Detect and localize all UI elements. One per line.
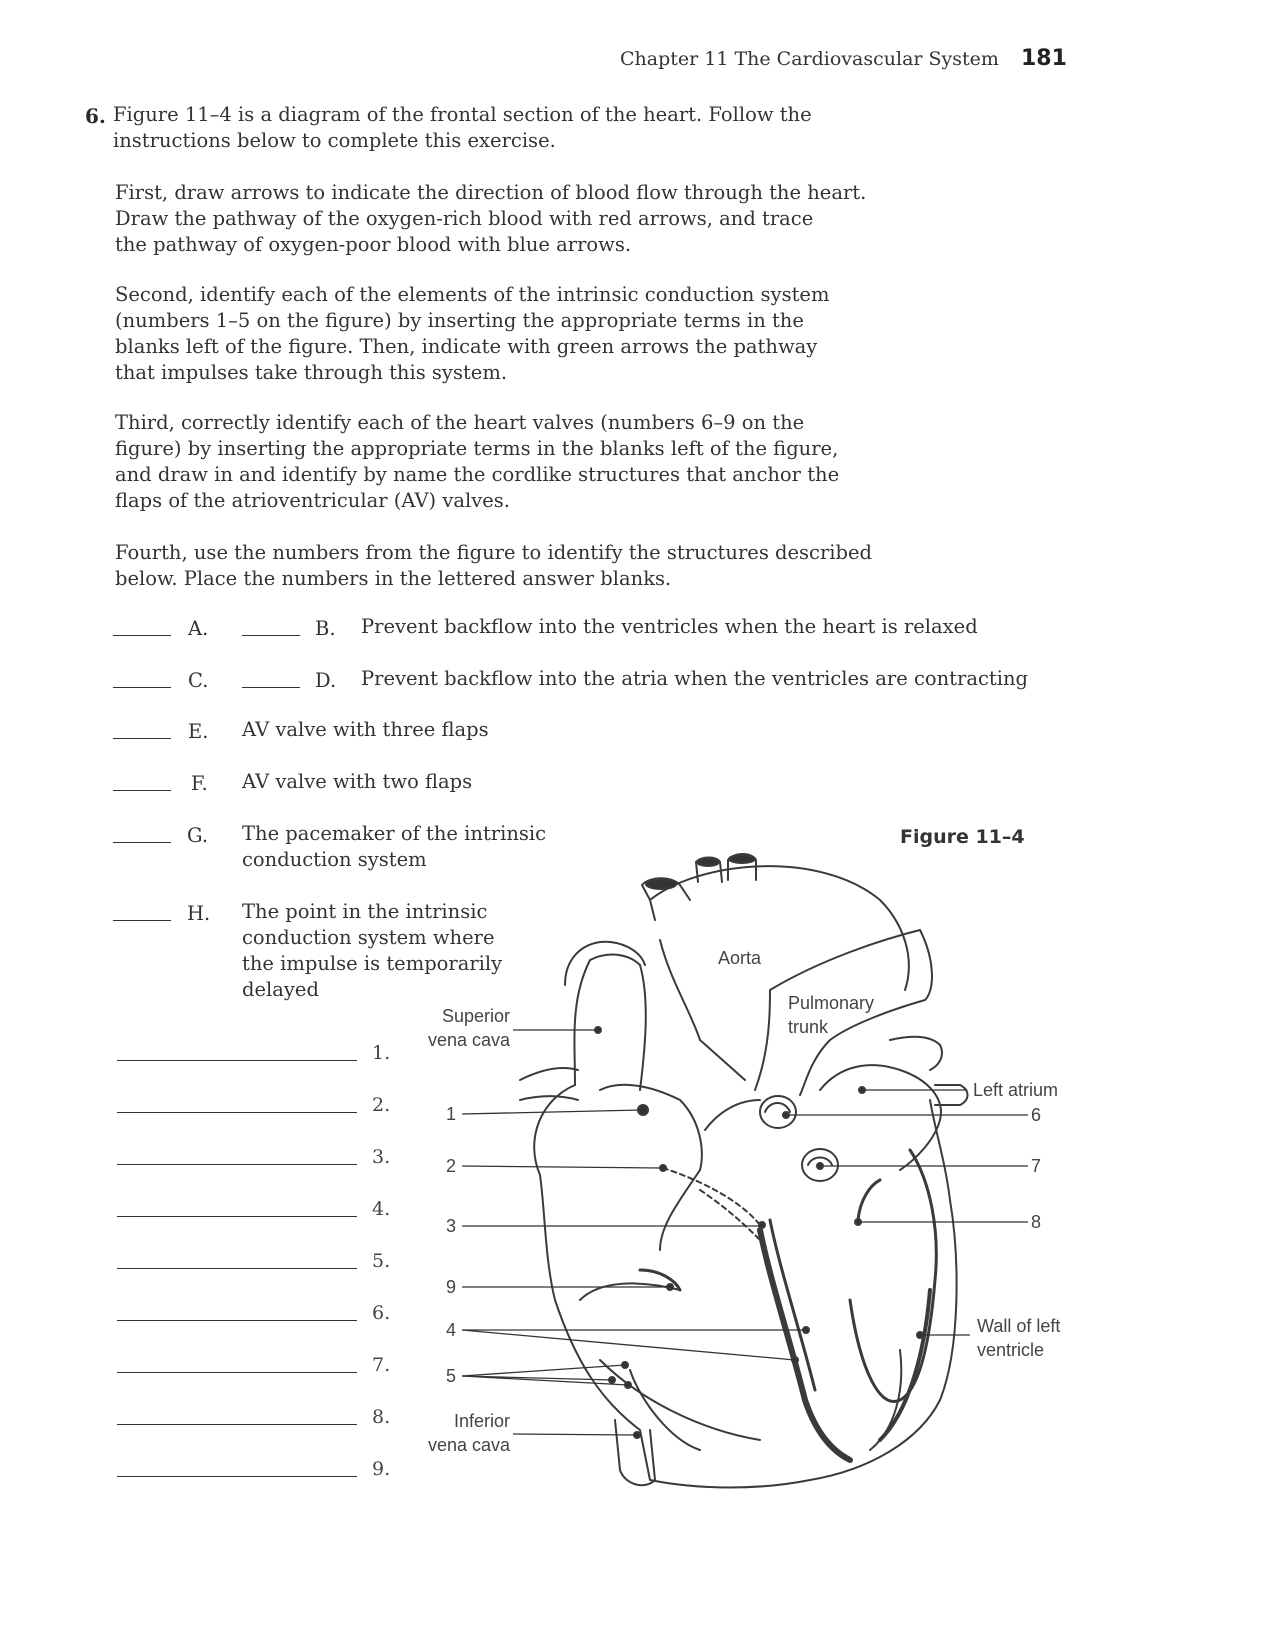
answer-letter: D. — [315, 669, 337, 692]
answer-letter: A. — [188, 617, 209, 640]
figure-number-4: 4 — [446, 1320, 457, 1340]
figure-number-8: 8 — [1031, 1212, 1042, 1232]
blank-number: 3. — [372, 1146, 391, 1168]
heart-outline — [534, 1085, 956, 1488]
figure-number-7: 7 — [1031, 1156, 1042, 1176]
aortic-valve-cusp — [765, 1103, 790, 1112]
text-line: (numbers 1–5 on the figure) by inserting the appropriate terms in the — [115, 309, 804, 332]
text-line: instructions below to complete this exercise. — [113, 129, 556, 152]
text-line: First, draw arrows to indicate the direction of blood flow through the heart. — [115, 181, 867, 204]
answer-letter: G. — [187, 824, 209, 847]
text-line: below. Place the numbers in the lettered answer blanks. — [115, 567, 672, 590]
answer-description: AV valve with three flaps — [242, 718, 489, 741]
purkinje-fibers-right — [630, 1370, 700, 1450]
figure-number-3: 3 — [446, 1216, 457, 1236]
text-line: that impulses take through this system. — [115, 361, 508, 384]
aorta-branch-2-opening — [697, 858, 719, 866]
av-node — [660, 1165, 666, 1171]
blank-number: 2. — [372, 1094, 391, 1116]
av-bundle-dot — [759, 1222, 765, 1228]
svc-top — [565, 942, 645, 985]
label-wall-left-ventricle — [977, 1314, 1060, 1362]
bicuspid-flap — [858, 1180, 880, 1220]
label-pulmonary-trunk — [788, 991, 874, 1039]
text-line: conduction system — [242, 848, 427, 871]
pulmonary-artery-left — [890, 1037, 942, 1070]
text-line: trunk — [788, 1017, 829, 1037]
blank-number: 4. — [372, 1198, 391, 1220]
text-line: delayed — [242, 978, 319, 1001]
blank-number: 9. — [372, 1458, 391, 1480]
figure-number-5: 5 — [446, 1366, 457, 1386]
text-line: Inferior — [453, 1411, 510, 1431]
right-pulmonary-vessel — [520, 1068, 578, 1100]
answer-description: Prevent backflow into the ventricles when the heart is relaxed — [361, 615, 978, 638]
chapter-title: Chapter 11 The Cardiovascular System — [620, 48, 999, 70]
answer-letter: B. — [315, 617, 336, 640]
conduction-pathway — [663, 1168, 760, 1225]
left-ventricle-wall — [850, 1150, 936, 1402]
answer-letter: H. — [187, 902, 211, 925]
text-line: vena cava — [427, 1030, 510, 1050]
blank-number: 1. — [372, 1042, 391, 1064]
text-line: Figure 11–4 is a diagram of the frontal section of the heart. Follow the — [113, 103, 812, 126]
label-left-atrium: Left atrium — [973, 1080, 1059, 1100]
text-line: conduction system where — [242, 926, 495, 949]
figure-title: Figure 11–4 — [900, 826, 1025, 848]
leader-5c — [462, 1376, 628, 1385]
text-line: vena cava — [427, 1435, 510, 1455]
text-line: Wall of left — [977, 1316, 1061, 1336]
label-inferior-vena-cava — [410, 1409, 510, 1457]
label-superior-vena-cava — [410, 1004, 510, 1052]
text-line: ventricle — [977, 1340, 1045, 1360]
interventricular-septum — [760, 1230, 850, 1460]
figure-number-1: 1 — [446, 1104, 457, 1124]
figure-number-2: 2 — [446, 1156, 457, 1176]
text-line: the impulse is temporarily — [242, 952, 503, 975]
text-line: Draw the pathway of the oxygen-rich blood with red arrows, and trace — [115, 207, 814, 230]
text-line: Fourth, use the numbers from the figure to identify the structures described — [115, 541, 873, 564]
aortic-arch — [650, 866, 909, 990]
text-line: the pathway of oxygen-poor blood with blue arrows. — [115, 233, 632, 256]
text-line: blanks left of the figure. Then, indicate with green arrows the pathway — [115, 335, 818, 358]
leader-5a — [462, 1365, 625, 1376]
text-line: flaps of the atrioventricular (AV) valves. — [115, 489, 510, 512]
page-number: 181 — [1020, 46, 1067, 71]
blank-number: 7. — [372, 1354, 391, 1376]
text-line: The pacemaker of the intrinsic — [242, 822, 547, 845]
text-line: The point in the intrinsic — [242, 900, 488, 923]
answer-letter: E. — [188, 720, 209, 743]
answer-description: Prevent backflow into the atria when the ventricles are contracting — [361, 667, 1028, 690]
blank-number: 6. — [372, 1302, 391, 1324]
answer-letter: F. — [191, 772, 208, 795]
text-line: Third, correctly identify each of the heart valves (numbers 6–9 on the — [115, 411, 805, 434]
text-line: and draw in and identify by name the cordlike structures that anchor the — [115, 463, 840, 486]
figure-number-9: 9 — [446, 1277, 457, 1297]
text-line: Second, identify each of the elements of the intrinsic conduction system — [115, 283, 830, 306]
blank-number: 5. — [372, 1250, 391, 1272]
text-line: Superior — [441, 1006, 510, 1026]
aorta-branch-1-opening — [646, 879, 676, 889]
blank-number: 8. — [372, 1406, 391, 1428]
text-line: figure) by inserting the appropriate terms in the blanks left of the figure, — [115, 437, 839, 460]
question-number: 6. — [85, 104, 106, 128]
leader-1 — [462, 1110, 640, 1114]
right-ventricle-cavity — [580, 1283, 760, 1440]
leader-2 — [462, 1166, 660, 1168]
aorta-branch-3-opening — [729, 855, 755, 863]
interatrial-wall — [705, 1100, 760, 1130]
leader-ivc — [513, 1434, 637, 1435]
superior-vena-cava — [574, 955, 645, 1090]
leader-4b — [462, 1330, 795, 1360]
answer-letter: C. — [188, 669, 209, 692]
answer-description: AV valve with two flaps — [242, 770, 473, 793]
label-aorta: Aorta — [718, 948, 762, 968]
figure-number-6: 6 — [1031, 1105, 1042, 1125]
left-atrium — [820, 1065, 941, 1170]
text-line: Pulmonary — [788, 993, 875, 1013]
